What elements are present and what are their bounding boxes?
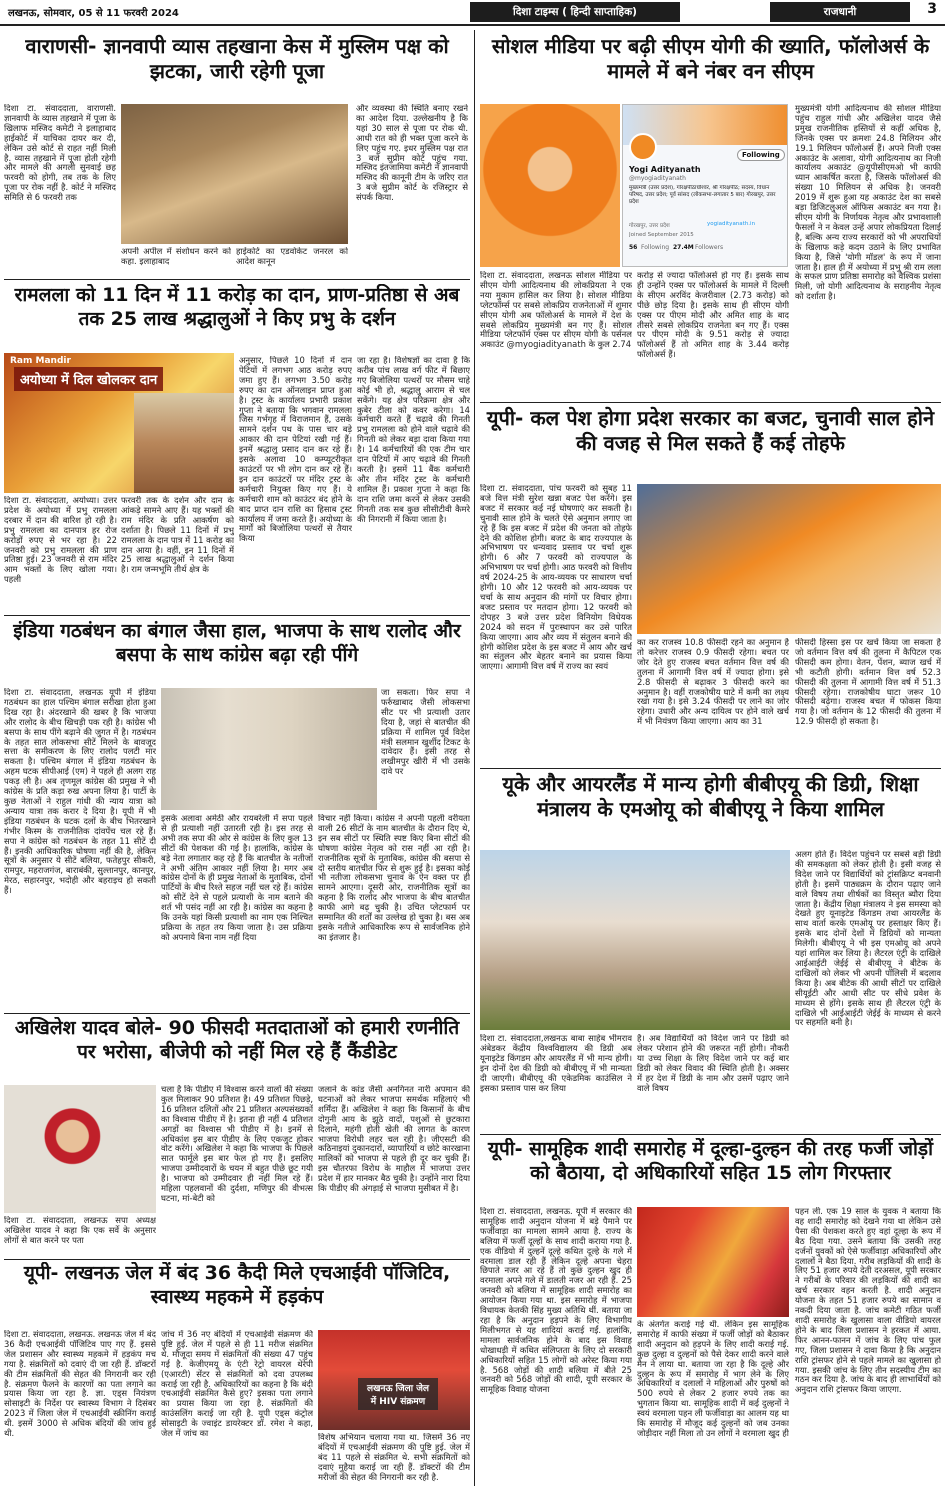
section-label: राजधानी	[770, 2, 910, 22]
gyanvapi-col3: हाईकोर्ट का एडवोकेट जनरल को आदेश कानून	[236, 247, 348, 266]
following-label: Following	[641, 244, 670, 251]
bbau-col2: है। अब विद्यार्थियों को विदेश जाने पर डिग्री को लेकर परेशान होने की जरूरत नहीं होगी। नौकरी या उच्च शिक्षा के लिए विदेश जाने पर कई बार डिग्री को लेकर विवाद की स्थिति होती है। अक्सर में हर देश में डिग्री के नाम और उसमें पढ़ाए जाने वाले विषय	[637, 1034, 789, 1093]
politicians-photo	[161, 688, 377, 810]
social-col3: मुख्यमंत्री योगी आदित्यनाथ की सोशल मीडिया पहुंच राहुल गांधी और अखिलेश यादव जैसे प्रमुख राजनीतिक हस्तियों से कहीं अधिक है, जिनके एक्स पर क्रमशः 24.8 मिलियन और 19.1 मिलियन फॉलोअर्स हैं। अपने निजी एक्स अकाउंट के अलावा, योगी आदित्यनाथ का निजी कार्यालय अकाउंट @यूपीसीएमओ भी काफी ध्यान आकर्षित करता है, जिसके फॉलोअर्स की संख्या 10 मिलियन से अधिक है। जनवरी 2019 में शुरू हुआ यह अकाउंट देश का सबसे बड़ा डिजिटलुअल ऑफिस अकाउंट बन गया है। सीएम योगी के निर्णायक नेतृत्व और प्रभावशाली फैसलों ने न केवल उन्हें अपार लोकप्रियता दिलाई है, बल्कि अन्य राज्य सरकारों को भी अपराधियों के खिलाफ कड़े कदम उठाने के लिए प्रभावित किया है, जिसे 'योगी मॉडल' के रूप में जाना जाता है। हाल ही में अयोध्या में प्रभु श्री राम लला के सफल प्राण प्रतिष्ठा समारोह को वैश्विक प्रशंसा मिली, जो योगी आदित्यनाथ के सराहनीय नेतृत्व को दर्शाता है।	[795, 104, 941, 302]
social-col1: दिशा टा. संवाददाता, लखनऊ सोशल मीडिया पर सीएम योगी आदित्यनाथ की लोकप्रियता ने एक नया मुकाम हासिल कर लिया है। सोशल मीडिया प्लेटफॉर्म्स पर सबसे लोकप्रिय राजनेताओं में शुमार सीएम योगी अब फॉलोअर्स के मामले में देश के सबसे लोकप्रिय मुख्यमंत्री बन गए हैं। सोशल मीडिया प्लेटफॉर्म एक्स पर सीएम योगी के पर्सनल अकाउंट @myogiadityanath के कुल 2.74	[480, 271, 632, 350]
university-photo	[480, 850, 790, 1030]
gyanvapi-photo	[121, 104, 348, 244]
twitter-profile-card	[622, 104, 788, 267]
divider	[480, 1134, 941, 1135]
ramlalla-photo	[4, 353, 234, 493]
budget-col3: फीसदी हिस्सा इस पर खर्च किया जा सकता है जो वर्तमान वित्त वर्ष की तुलना में कैपिटल एक फीसदी कम होगा। वेतन, पेंशन, ब्याज खर्च में भी कटौती होगी। वर्तमान वित्त वर्ष 52.3 फीसदी की तुलना में आगामी वित्त वर्ष में 51.3 फीसदी रहेगा। राजकोषीय घाटा जरूर 10 फीसदी बढ़ेगा। राजस्व बचत में फोकस किया गया है। जो वर्तमान के 12 फीसदी की तुलना में 12.9 फीसदी हो सकता है।	[795, 638, 941, 727]
crowd-photo	[134, 393, 234, 493]
divider	[4, 615, 470, 616]
ramlalla-col4: जा रहा है। विशेषज्ञों का दावा है कि करीब पांच लाख वर्ग फीट में बिछाए गए बिजोलिया पत्थरों पर मौसम चाहे कोई भी हो, श्रद्धालु आराम से चल सकेंगे। यह क्षेत्र परिक्रमा क्षेत्र और कुबेर टीला को कवर करेगा। 14 कर्मचारी करते हैं चढ़ावे की गिनती प्रभु रामलला को होने वाले चढ़ावे की गिनती को लेकर बड़ा दावा किया गया है। 14 कर्मचारियों की एक टीम चार दान पेटियों में आए चढ़ावे की गिनती करती है। इसमें 11 बैंक कर्मचारी और तीन मंदिर ट्रस्ट के कर्मचारी शामिल हैं। प्रकाश गुप्ता ने कहा कि दान राशि जमा करने से लेकर उसकी गिनती तक सब कुछ सीसीटीवी कैमरे की निगरानी में किया जाता है।	[357, 356, 470, 524]
photo-caption: अयोध्या में दिल खोलकर दान	[14, 367, 163, 391]
twitter-joined: Joined September 2015	[629, 232, 694, 238]
wedding-col1: दिशा टा. संवाददाता, लखनऊ. यूपी में सरकार की सामूहिक शादी अनुदान योजना में बड़े पैमाने पर फर्जीवाड़ा का मामला सामने आया है. राज्य के बलिया में फर्जी दूल्हों के साथ शादी कराया गया है. एक वीडियो में दुल्हनें दूल्हे कथित दूल्हे के गले में वरमाला डाल रही हैं लेकिन दूल्हे अपना चेहरा छिपाते नजर आ रहे हैं तो कुछ दुल्हन खुद ही वरमाला अपने गले में डालती नजर आ रही हैं. 25 जनवरी को बलिया में सामूहिक शादी समारोह का आयोजन किया गया था. इस समारोह में भाजपा विधायक केतकी सिंह मुख्य अतिथि थीं. बताया जा रहा है कि अनुदान हड़पने के लिए विभागीय मिलीभगत से यह शादियां कराई गईं. हालांकि, मामला सार्वजनिक होने के बाद इस विवाह धोखाधड़ी में कथित संलिप्तता के लिए दो सरकारी अधिकारियों सहित 15 लोगों को अरेस्ट किया गया है. 568 जोड़ों की शादी बलिया में बीते 25 जनवरी को 568 जोड़ों की शादी, यूपी सरकार के सामूहिक विवाह योजना	[480, 1207, 632, 1395]
twitter-bio: मुख्यमंत्री (उत्तर प्रदेश), गोरक्षपीठाधीश्वर, श्री गोरक्षपीठ; सदस्य, विधान परिषद, उत्तर प्रदेश; पूर्व सांसद (लोकसभा-लगातार 5 बार) गोरखपुर, उत्तर प्रदेश	[629, 185, 776, 206]
headline-bbau: यूके और आयरलैंड में मान्य होगी बीबीएयू की डिग्री, शिक्षा मंत्रालय के एमओयू को बीबीएयू ने किया शामिल	[502, 772, 919, 821]
ramlalla-col3: अनुसार, पिछले 10 दिनों में दान पेटियों में लगभग आठ करोड़ रुपए जमा हुए हैं। लगभग 3.50 करोड़ रुपए का दान ऑनलाइन प्राप्त हुआ है। ट्रस्ट के कार्यालय प्रभारी प्रकाश गुप्ता ने बताया कि भगवान रामलला जिस गर्भगृह में विराजमान हैं, उसके सामने दर्शन पथ के पास चार बड़े आकार की दान पेटियां रखी गई हैं। इनमें श्रद्धालु प्रसाद दान कर रहे हैं। इसके अलावा 10 कम्प्यूटरीकृत काउंटरों पर भी लोग दान कर रहे हैं। इन दान काउंटरों पर मंदिर ट्रस्ट के कर्मचारी नियुक्त किए गए हैं। ये कर्मचारी शाम को काउंटर बंद होने के बाद प्राप्त दान राशि का हिसाब ट्रस्ट कार्यालय में जमा करते हैं। अयोध्या के मार्गों को बिजोलिया पत्थरों से तैयार किया	[239, 356, 352, 544]
alliance-col1: दिशा टा. संवाददाता, लखनऊ यूपी में इंडिया गठबंधन का हाल पश्चिम बंगाल सरीखा होता हुआ दिख रहा है। अंदरखाने की खबर है कि भाजपा और रालोद के बीच खिचड़ी पक रही है। कांग्रेस भी बसपा के साथ पींगे बढ़ाने की जुगत में है। गठबंधन के तहत सात लोकसभा सीटें मिलने के बावजूद सत्ता के समीकरण के लिए रालोद पलटी मार सकता है। पश्चिम बंगाल में इंडिया गठबंधन के अहम घटक सीपीआई (एम) ने पहले ही अलग राह पकड़ ली है। अब तृणमूल कांग्रेस की प्रमुख ने भी कांग्रेस के प्रति कड़ा रुख अपना लिया है। पार्टी के कुछ नेताओं ने राहुल गांधी की न्याय यात्रा को अन्याय यात्रा तक करार दे दिया है। यूपी में भी इंडिया गठबंधन के घटक दलों के बीच भितरखाने गंभीर किस्म के राजनीतिक दांवपेंच चल रहे हैं। सपा ने कांग्रेस को गठबंधन के तहत 11 सीटें दी हैं। इनकी आधिकारिक घोषणा नहीं की है, लेकिन सूत्रों के अनुसार ये सीटें बलिया, फतेहपुर सीकरी, रामपुर, महराजगंज, बाराबंकी, सुल्तानपुर, कानपुर, मेरठ, सहारनपुर, भदोही और बहराइच हो सकती हैं।	[4, 688, 156, 896]
wedding-col2: के अंतर्गत कराई गई थी. लेकिन इस सामूहिक समारोह में काफी संख्या में फर्जी जोड़ों को बैठाकर शादी अनुदान को हड़पने के लिए शादी कराई गई. कुछ दुल्हा व दुल्हनों को पैसे देकर शादी करने वाले मैन ने लाया था. बताया जा रहा है कि दूल्हे और दुल्हन के रूप में समारोह में भाग लेने के लिए अधिकारियों व दलालों ने महिलाओं और पुरुषों को 500 रुपये से लेकर 2 हजार रुपये तक का भुगतान किया था. सामूहिक शादी में कई दुल्हनों ने स्वयं वरमाला पहन ली फर्जीवाड़ा का आलम यह था कि समारोह में मौजूद कई दुल्हनों को जब उनका जोड़ीदार नहीं मिला तो उन लोगों ने वरमाला खुद ही	[637, 1320, 789, 1438]
twitter-site[interactable]: yogiadityanath.in	[707, 221, 756, 227]
alliance-col2: इसके अलावा अमेठी और रायबरेली में सपा पहले से ही प्रत्याशी नहीं उतारती रही है। इस तरह से अभी तक सपा की ओर से कांग्रेस के लिए कुल 13 सीटों की पेशकश की गई है। हालांकि, कांग्रेस के बड़े नेता लगातार कह रहे हैं कि बातचीत के नतीजों ने अभी अंतिम आकार नहीं लिया है। मगर अब कांग्रेस दोनों के ही प्रमुख नेताओं के मुताबिक, दोनों पार्टियों के बीच रिश्ते सहज नहीं चल रहे हैं। कांग्रेस को सीटें देने से पहले प्रत्याशी के नाम बताने की शर्त भी पसंद नहीं आ रही है। कांग्रेस का कहना है कि उनके यहां किसी प्रत्याशी का नाम एक निश्चित प्रक्रिया के तहत तय किया जाता है। उस प्रक्रिया को अपनाये बिना नाम नहीं दिया	[161, 814, 313, 942]
headline-mass-wedding: यूपी- सामूहिक शादी समारोह में दूल्हा-दुल्हन की तरह फर्जी जोड़ों को बैठाया, दो अधिकारियों सहित 15 लोग गिरफ्तार	[487, 1138, 934, 1184]
dateline: लखनऊ, सोमवार, 05 से 11 फरवरी 2024	[8, 8, 179, 19]
masthead: दिशा टाइम्स ( हिन्दी साप्ताहिक)	[470, 2, 680, 22]
akhilesh-col1: दिशा टा. संवाददाता, लखनऊ सपा अध्यक्ष अखिलेश यादव ने कहा कि एक सर्वे के अनुसार लोगों से बात करने पर पता	[4, 1216, 156, 1245]
budget-col2: का कर राजस्व 10.8 फीसदी रहने का अनुमान है तो करेत्तर राजस्व 0.9 फीसदी रहेगा। बचत पर जोर देते हुए राजस्व बचत वर्तमान वित्त वर्ष की तुलना में आगामी वित्त वर्ष में ज्यादा होगा। इसे 2.8 फीसदी से बढ़ाकर 3 फीसदी करने का अनुमान है। वहीं राजकोषीय घाटे में कमी का लक्ष्य रखा गया है। इसे 3.24 फीसदी पर लाने का जोर रहेगा। उधारी और अन्य दायित्व पर होने वाले खर्च में भी नियंत्रण किया जाएगा। आय का 31	[637, 638, 789, 727]
jail-col1: दिशा टा. संवाददाता, लखनऊ. लखनऊ जेल में बंद 36 कैदी एचआईवी पॉजिटिव पाए गए हैं. इससे जेल प्रशासन और स्वास्थ्य महकमे में हड़कंप मच गया है. संक्रमितों को दवाएं दी जा रही हैं. डॉक्टरों की टीम संक्रमितों की सेहत की निगरानी कर रही है. संक्रमण फैलने के कारणों का पता लगाने का प्रयास किया जा रहा है. ज्ञा. एड्स नियंत्रण सोसाइटी के निर्देश पर स्वास्थ्य विभाग ने दिसंबर 2023 में जिला जेल में एचआईवी स्क्रीनिंग कराई थी. इसमें 3000 से अधिक बंदियों की जांच हुई थी.	[4, 1330, 156, 1439]
following-button[interactable]: Following	[737, 149, 785, 161]
followers-count: 27.4M	[673, 244, 694, 251]
akhilesh-col2: चला है कि पीडीए में विश्वास करने वालों की संख्या कुल मिलाकर 90 प्रतिशत है। 49 प्रतिशत पिछड़े, 16 प्रतिशत दलितों और 21 प्रतिशत अल्पसंख्यकों का विश्वास पीडीए में है। इतना ही नहीं 4 प्रतिशत अगड़ों का विश्वास भी पीडीए में है। इनमें से अधिकांश इस बार पीडीए के लिए एकजुट होकर वोट करेंगे। अखिलेश ने कहा कि भाजपा के पिछले सात फार्मूले इस बार फेल हो गए हैं। इसलिए भाजपा उम्मीदवारों के चयन में बहुत पीछे छूट गयी है। भाजपा को उम्मीदवार ही नहीं मिल रहे हैं। महिला पहलवानों की दुर्दशा, मणिपुर की वीभत्स घटना, मां-बेटी को	[161, 1085, 313, 1203]
avatar	[629, 133, 657, 161]
yogi-photo	[480, 104, 620, 267]
alliance-col4: जा सकता। फिर सपा ने फर्रुखाबाद जैसी लोकसभा सीट पर भी प्रत्याशी उतार दिया है, जहां से बातचीत की प्रक्रिया में शामिल पूर्व विदेश मंत्री सलमान खुर्शीद टिकट के दावेदार हैं। इसी तरह से लखीमपुर खीरी में भी उसके दावे पर	[381, 688, 470, 777]
twitter-handle: @myogiadityanath	[629, 175, 686, 182]
headline-budget: यूपी- कल पेश होगा प्रदेश सरकार का बजट, चुनावी साल होने की वजह से मिल सकते हैं कई तोहफे	[486, 406, 935, 455]
twitter-location: गोरखपुर, उत्तर प्रदेश	[629, 223, 670, 229]
alliance-col3: विचार नहीं किया। कांग्रेस ने अपनी पहली वरीयता वाली 26 सीटों के नाम बातचीत के दौरान दिए थे, इन सब सीटों पर स्थिति स्पष्ट किए बिना सीटों की घोषणा कांग्रेस नेतृत्व को रास नहीं आ रही है। राजनीतिक सूत्रों के मुताबिक, कांग्रेस की बसपा से दो स्तरीय बातचीत फिर से शुरू हुई है। इसका कोई भी नतीजा लोकसभा चुनाव के ऐन वक्त पर ही सामने आएगा। दूसरी ओर, राजनीतिक सूत्रों का कहना है कि रालोद और भाजपा के बीच बातचीत काफी आगे बढ़ चुकी है। उचित प्लेटफार्म पर सम्मानित की शर्तों का उल्लेख हो चुका है। बस अब इसके नतीजे आधिकारिक रूप से सार्वजनिक होने का इंतजार है।	[318, 814, 470, 942]
headline-ramlalla: रामलला को 11 दिन में 11 करोड़ का दान, प्राण-प्रतिष्ठा से अब तक 25 लाख श्रद्धालुओं ने किए प्रभु के दर्शन	[14, 284, 460, 330]
column-rule	[474, 30, 475, 1486]
budget-photo	[637, 484, 941, 634]
social-col2: करोड़ से ज्यादा फॉलोअर्स हो गए हैं। इसके साथ ही उन्होंने एक्स पर फॉलोअर्स के मामले में दिल्ली के सीएम अरविंद केजरीवाल (2.73 करोड़) को पीछे छोड़ दिया है। इसके साथ ही सीएम योगी एक्स पर पीएम मोदी और अमित शाह के बाद तीसरे सबसे लोकप्रिय राजनेता बन गए हैं। एक्स पर पीएम मोदी के 9.51 करोड़ से ज्यादा फॉलोअर्स हैं तो अमित शाह के 3.44 करोड़ फॉलोअर्स हैं।	[637, 271, 789, 360]
headline-gyanvapi: वाराणसी- ज्ञानवापी व्यास तहखाना केस में मुस्लिम पक्ष को झटका, जारी रहेगी पूजा	[25, 34, 449, 83]
akhilesh-col3: जलाने के कांड जैसी अनगिनत नारी अपमान की घटनाओं को लेकर भाजपा समर्थक महिलाएं भी शर्मिंदा हैं। अखिलेश ने कहा कि किसानों के बीच दोगुनी आय के झूठे वादों, पशुओं से छुटकारा दिलाने, महंगी होती खेती की लागत के कारण भाजपा विरोधी लहर चल रही है। जीएसटी की कठिनाइयां दुकानदारों, व्यापारियों व छोटे कारखाना मालिकों को भाजपा से पहले ही दूर कर चुकी हैं। इस चौतरफा विरोध के माहौल में भाजपा उत्तर प्रदेश में हार मानकर बैठ चुकी है। उन्होंने नारा दिया कि पीडीए की अंगड़ाई से भाजपा मुसीबत में है।	[318, 1085, 470, 1194]
ramlalla-col2: फरवरी तक के दर्शन और दान के आंकड़े सामने आए हैं। यह भक्तों की राम मंदिर के प्रति आकर्षण को दर्शाता है। पिछले 11 दिनों में प्रभु रामलला के दान पात्र में 11 करोड़ का दान आया है। वहीं, इन 11 दिनों में 25 लाख श्रद्धालुओं ने दर्शन किया है। राम जन्मभूमि तीर्थ क्षेत्र के	[121, 496, 234, 575]
jail-col3: विशेष अभियान चलाया गया था. जिसमें 36 नए बंदियों में एचआईवी संक्रमण की पुष्टि हुई. जेल में बंद 11 पहले से संक्रमित थे. सभी संक्रमितों को दवाएं मुहैया कराई जा रही हैं. डॉक्टरों की टीम मरीजों की सेहत की निगरानी कर रही है.	[318, 1433, 470, 1482]
following-count: 56	[629, 244, 638, 251]
gyanvapi-col2: अपनी अपील में संशोधन करने को कहा. इलाहाबाद	[121, 247, 231, 266]
ramlalla-col1: दिशा टा. संवाददाता, अयोध्या। उत्तर प्रदेश के अयोध्या में प्रभु रामलला दरबार में दान की बारिश हो रही है। प्रभु रामलला का दानपात्र हर रोज करोड़ों रुपए से भर रहा है। 22 जनवरी को प्रभु रामलला की प्राण प्रतिष्ठा हुई। 23 जनवरी से राम मंदिर आम भक्तों के लिए खोला गया। पहली	[4, 496, 117, 585]
headline-jail-hiv: यूपी- लखनऊ जेल में बंद 36 कैदी मिले एचआईवी पॉजिटिव, स्वास्थ्य महकमे में हड़कंप	[23, 1262, 451, 1308]
wedding-photo	[637, 1207, 789, 1317]
bbau-col1: दिशा टा. संवाददाता,लखनऊ बाबा साहेब भीमराव अंबेडकर केंद्रीय विश्वविद्यालय की डिग्री अब यूनाइटेड किंगडम और आयरलैंड में भी मान्य होगी। इन दोनों देश की डिग्री को बीबीएयू में भी मान्यता दी जाएगी। बीबीएयू की एकेडमिक काउंसिल ने इसका प्रस्ताव पास कर लिया	[480, 1034, 632, 1093]
budget-col1: दिशा टा. संवाददाता, पांच फरवरी को सुबह 11 बजे वित्त मंत्री सुरेश खन्ना बजट पेश करेंगे। इस बजट में सरकार कई नई घोषणाएं कर सकती है। चुनावी साल होने के चलते ऐसे अनुमान लगाए जा रहे हैं कि इस बजट में प्रदेश की जनता को तोहफे देने की कोशिश होगी। बजट के बाद राज्यपाल के अभिभाषण पर धन्यवाद प्रस्ताव पर चर्चा शुरू होगी। 6 और 7 फरवरी को राज्यपाल के अभिभाषण पर चर्चा होगी। आठ फरवरी को वित्तीय वर्ष 2024-25 के आय-व्ययक पर साधारण चर्चा होगी। 10 और 12 फरवरी को आय-व्ययक पर चर्चा के साथ अनुदान की मांगों पर विचार होगा। बजट प्रस्ताव पर मतदान होगा। 12 फरवरी को दोपहर 3 बजे उत्तर प्रदेश विनियोग विधेयक 2024 को सदन में पुरःस्थापन कर उसे पारित किया जाएगा। आय और व्यय में संतुलन बनाने की होगी कोशिश प्रदेश के इस बजट में आय और खर्च का संतुलन और बेहतर बनाने का प्रयास किया जाएगा। आगामी वित्त वर्ष में राज्य का स्वयं	[480, 484, 632, 672]
twitter-name: Yogi Adityanath	[629, 165, 701, 174]
headline-india-alliance: इंडिया गठबंधन का बंगाल जैसा हाल, भाजपा के साथ रालोद और बसपा के साथ कांग्रेस बढ़ा रही पींगे	[13, 620, 461, 666]
wedding-col3: पहन ली. एक 19 साल के युवक ने बताया कि वह शादी समारोह को देखने गया था लेकिन उसे पैसा की पेशकश करते हुए वहां दूल्हा के रूप में बैठ दिया गया. उसने बताया कि उसकी तरह दर्जनों युवकों को ऐसे फर्जीवाड़ा अधिकारियों और दलालों ने बैठा दिया. गरीब लड़कियों की शादी के लिए 51 हजार रुपये देती दरअसल, यूपी सरकार ने गरीबों के परिवार की लड़कियों की शादी का खर्च सरकार वहन करती है. शादी अनुदान योजना के तहत 51 हजार रुपये का सामान व नकदी दिया जाता है. जांच कमेटी गठित फर्जी शादी समारोह के खुलासा वाला वीडियो वायरल होने के बाद जिला प्रशासन ने हरकत में आया. फिर आनन-फानन में जांच के लिए पांच फुल गए, जिला प्रशासन ने दावा किया है कि अनुदान राशि ट्रांसफर होने से पहले मामले का खुलासा हो गया. इसकी जांच के लिए तीन सदस्यीय टीम का गठन कर दिया है. जांच के बाद ही लाभार्थियों को अनुदान राशि ट्रांसफर किया जाएगा.	[795, 1207, 941, 1395]
photo-tag: Ram Mandir	[10, 356, 71, 366]
bbau-col3: अलग होते हैं। विदेश पहुंचने पर सबसे बड़ी डिग्री की समकक्षता को लेकर होती है। इसी वजह से विदेश जाने पर विद्यार्थियों को ट्रांसक्रिप्ट बनवानी होती है। इसमें पाठ्यक्रम के दौरान पढ़ाए जाने वाले विषय तथा शीर्षकों का विस्तृत ब्यौरा दिया जाता है। केंद्रीय शिक्षा मंत्रालय ने इस समस्या को देखते हुए यूनाइटेड किंगडम तथा आयरलैंड के साथ वार्ता करके एमओयू पर हस्ताक्षर किए हैं। इसके बाद दोनों देशों में डिग्रियों को मान्यता मिलेगी। बीबीएयू ने भी इस एमओयू को अपने यहां शामिल कर लिया है। लैटरल एंट्री के दाखिले आईआईटी जेईई से बीबीएयू ने बीटेक के दाखिलों को लेकर भी अपनी पॉलिसी में बदलाव किया है। अब बीटेक की आधी सीटों पर दाखिले सीयूईटी और आधी सीट पर सीधे प्रवेश के माध्यम से होंगे। इसके साथ ही लैटरल एंट्री के दाखिले भी आईआईटी जेईई के माध्यम से करने पर सहमति बनी है।	[795, 850, 941, 1028]
akhilesh-photo	[4, 1085, 156, 1213]
jail-col2: जांच में 36 नए बंदियों में एचआईवी संक्रमण की पुष्टि हुई. जेल में पहले से ही 11 मरीज संक्रमित थे. मौजूदा समय में संक्रमितों की संख्या 47 पहुंच गई है. केजीएमयू के एंटी रेट्रो वायरल थेरेपी (एआरटी) सेंटर से संक्रमितों को दवा उपलब्ध कराई जा रही है. अधिकारियों का कहना है कि बंदी एचआईवी संक्रमित कैसे हुए? इसका पता लगाने का प्रयास किया जा रहा है. संक्रमितों की काउंसलिंग कराई जा रही है. यूपी एड्स कंट्रोल सोसाइटी के ज्वाइंट डायरेक्टर डॉ. रमेश ने कहा, जेल में जांच का	[161, 1330, 313, 1439]
gyanvapi-col1: दिशा टा. संवाददाता, वाराणसी. ज्ञानवापी के व्यास तहखाने में पूजा के खिलाफ मस्जिद कमेटी ने इलाहाबाद हाईकोर्ट में याचिका दायर कर दी, लेकिन उसे कोर्ट से राहत नहीं मिली है. व्यास तहखाने में पूजा होती रहेगी और मामले की अगली सुनवाई छह फरवरी को होगी, तब तक के लिए पूजा पर रोक नहीं है. कोर्ट ने मस्जिद समिति से 6 फरवरी तक	[4, 104, 116, 203]
page-header	[0, 0, 945, 26]
divider	[4, 279, 470, 280]
headline-social-media: सोशल मीडिया पर बढ़ी सीएम योगी की ख्याति, फॉलोअर्स के मामले में बने नंबर वन सीएम	[491, 34, 930, 83]
page-number: 3	[927, 1, 937, 17]
divider	[4, 1259, 470, 1260]
followers-label: Followers	[695, 244, 724, 251]
gyanvapi-col4: और व्यवस्था की स्थिति बनाए रखने का आदेश दिया. उल्लेखनीय है कि यहां 30 साल से पूजा पर रोक थी. आधी रात को ही भक्त पूजा करने के लिए पहुंच गए. इधर मुस्लिम पक्ष रात 3 बजे सुप्रीम कोर्ट पहुंच गया. मस्जिद इंतजामिया कमेटी ने ज्ञानवापी मस्जिद की कानूनी टीम के जरिए रात 3 बजे सुप्रीम कोर्ट के रजिस्ट्रार से संपर्क किया.	[356, 104, 468, 203]
jail-sign: लखनऊ जिला जेल में HIV संक्रमण	[358, 1378, 438, 1410]
jail-photo	[318, 1330, 470, 1430]
headline-akhilesh: अखिलेश यादव बोले- 90 फीसदी मतदाताओं को हमारी रणनीति पर भरोसा, बीजेपी को नहीं मिल रहे हैं कैंडीडेट	[14, 1017, 460, 1063]
divider	[480, 402, 941, 403]
divider	[480, 768, 941, 769]
divider	[4, 1013, 470, 1014]
